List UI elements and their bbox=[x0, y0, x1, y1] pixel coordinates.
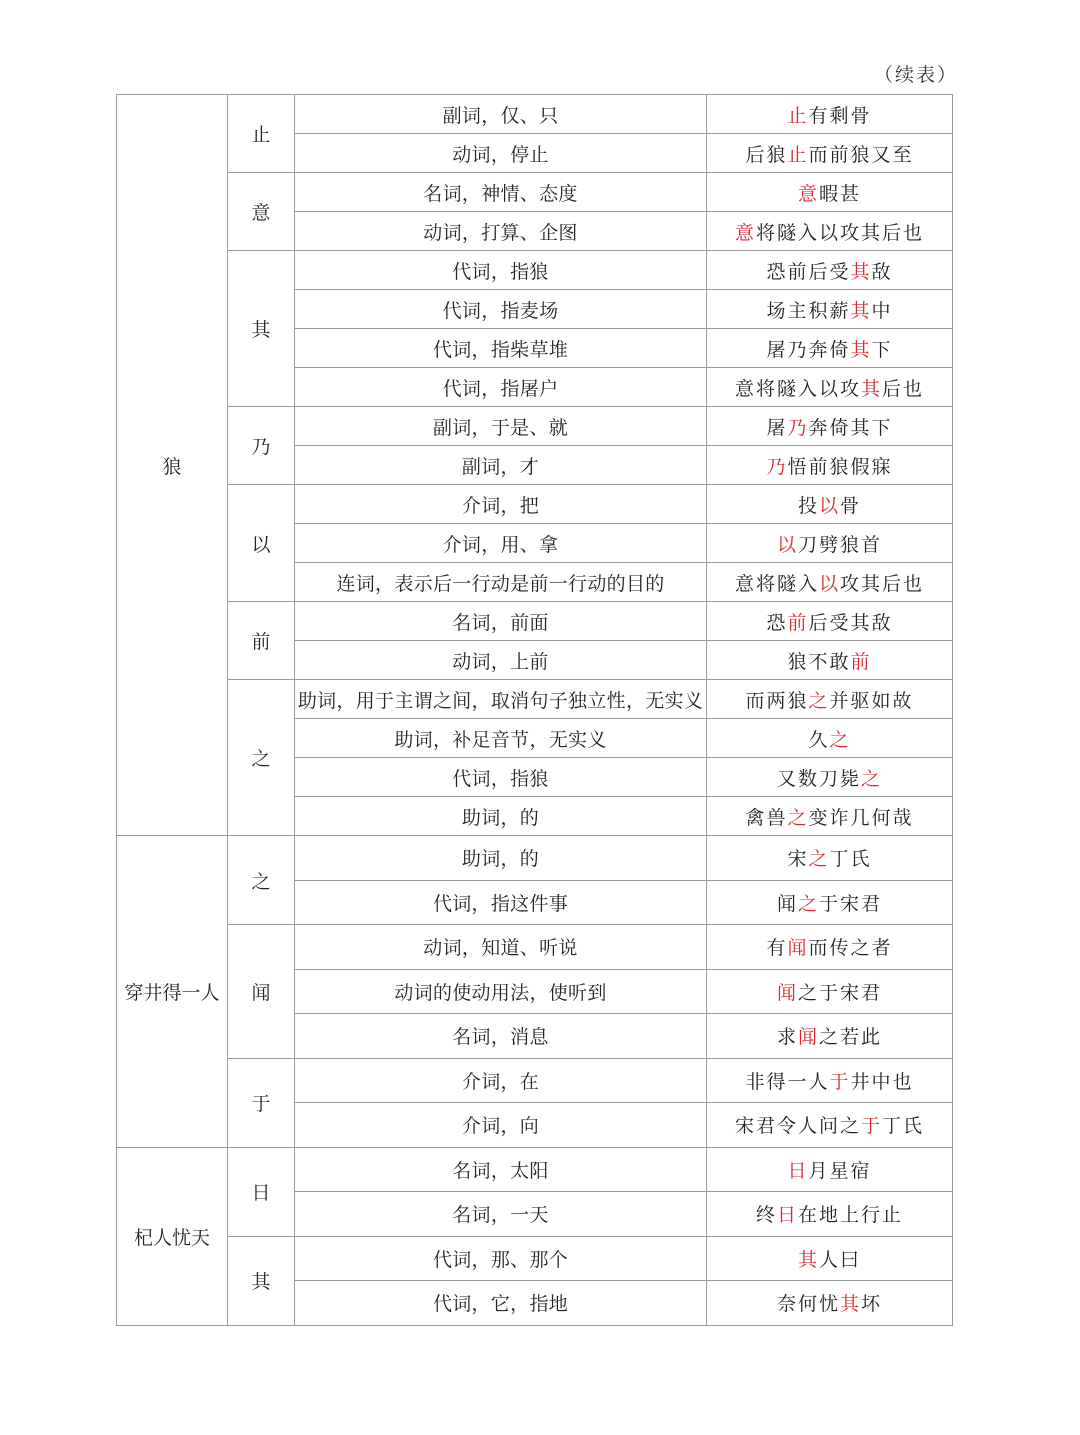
meaning-cell: 代词，指狼 bbox=[295, 758, 707, 797]
table-row bbox=[117, 1147, 953, 1192]
example-text-before: 恐前后受 bbox=[766, 260, 851, 283]
highlighted-character: 以 bbox=[818, 494, 840, 517]
highlighted-character: 其 bbox=[850, 260, 872, 283]
text-title-cell: 杞人忧天 bbox=[117, 1147, 228, 1325]
table-row bbox=[117, 836, 953, 881]
highlighted-character: 止 bbox=[787, 143, 809, 166]
meaning-cell: 副词，仅、只 bbox=[295, 95, 707, 134]
example-cell bbox=[707, 880, 953, 925]
meaning-cell: 代词，指柴草堆 bbox=[295, 329, 707, 368]
example-text-after: 之于宋君 bbox=[798, 981, 883, 1004]
meaning-cell: 助词，用于主谓之间，取消句子独立性，无实义 bbox=[295, 680, 707, 719]
meaning-cell: 动词，上前 bbox=[295, 641, 707, 680]
example-cell bbox=[707, 641, 953, 680]
meaning-cell: 名词，一天 bbox=[295, 1192, 707, 1237]
table-row bbox=[117, 925, 953, 970]
example-text-after: 骨 bbox=[840, 494, 862, 517]
meaning-cell: 助词，的 bbox=[295, 836, 707, 881]
highlighted-character: 之 bbox=[797, 892, 819, 915]
example-text-after: 将隧入以攻其后也 bbox=[756, 221, 925, 244]
meaning-cell: 名词，太阳 bbox=[295, 1147, 707, 1192]
highlighted-character: 闻 bbox=[787, 937, 809, 960]
example-cell bbox=[707, 925, 953, 970]
example-text-before: 有 bbox=[766, 937, 788, 960]
highlighted-character: 于 bbox=[860, 1115, 882, 1138]
character-cell: 以 bbox=[228, 485, 295, 602]
example-text-before: 屠 bbox=[766, 416, 788, 439]
meaning-cell: 代词，指屠户 bbox=[295, 368, 707, 407]
example-cell bbox=[707, 1103, 953, 1148]
highlighted-character: 前 bbox=[850, 650, 872, 673]
example-cell bbox=[707, 797, 953, 836]
example-text-after: 而传之者 bbox=[808, 937, 893, 960]
example-text-after: 后受其敌 bbox=[808, 611, 893, 634]
highlighted-character: 以 bbox=[776, 533, 798, 556]
example-cell bbox=[707, 1281, 953, 1326]
example-text-before: 宋 bbox=[787, 848, 809, 871]
example-text-before: 后狼 bbox=[745, 143, 788, 166]
meaning-cell: 介词，向 bbox=[295, 1103, 707, 1148]
example-text-before: 屠乃奔倚 bbox=[766, 338, 851, 361]
character-cell: 其 bbox=[228, 1236, 295, 1325]
meaning-cell: 代词，指狼 bbox=[295, 251, 707, 290]
example-cell bbox=[707, 524, 953, 563]
highlighted-character: 其 bbox=[797, 1248, 819, 1271]
example-cell bbox=[707, 485, 953, 524]
table-row bbox=[117, 251, 953, 290]
example-text-after: 月星宿 bbox=[808, 1159, 872, 1182]
example-text-after: 并驱如故 bbox=[829, 689, 914, 712]
example-cell bbox=[707, 134, 953, 173]
highlighted-character: 之 bbox=[861, 767, 883, 790]
character-cell: 之 bbox=[228, 680, 295, 836]
highlighted-character: 于 bbox=[829, 1070, 851, 1093]
example-cell bbox=[707, 173, 953, 212]
character-cell: 其 bbox=[228, 251, 295, 407]
highlighted-character: 意 bbox=[734, 221, 756, 244]
example-text-after: 变诈几何哉 bbox=[808, 806, 914, 829]
meaning-cell: 动词的使动用法，使听到 bbox=[295, 969, 707, 1014]
example-text-before: 场主积薪 bbox=[766, 299, 851, 322]
meaning-cell: 助词，补足音节，无实义 bbox=[295, 719, 707, 758]
example-text-after: 丁氏 bbox=[882, 1115, 925, 1138]
example-cell bbox=[707, 1058, 953, 1103]
example-cell bbox=[707, 836, 953, 881]
continued-label: （续表） bbox=[874, 64, 959, 86]
example-text-after: 坏 bbox=[861, 1293, 883, 1316]
meaning-cell: 副词，于是、就 bbox=[295, 407, 707, 446]
table-row bbox=[117, 95, 953, 134]
highlighted-character: 其 bbox=[850, 299, 872, 322]
meaning-cell: 代词，指麦场 bbox=[295, 290, 707, 329]
meaning-cell: 动词，知道、听说 bbox=[295, 925, 707, 970]
highlighted-character: 其 bbox=[850, 338, 872, 361]
table-row bbox=[117, 602, 953, 641]
highlighted-character: 之 bbox=[808, 848, 830, 871]
character-cell: 于 bbox=[228, 1058, 295, 1147]
character-cell: 乃 bbox=[228, 407, 295, 485]
example-cell bbox=[707, 407, 953, 446]
table-body bbox=[117, 95, 953, 1326]
meaning-cell: 名词，前面 bbox=[295, 602, 707, 641]
meaning-cell: 名词，消息 bbox=[295, 1014, 707, 1059]
example-text-before: 意将隧入 bbox=[734, 572, 819, 595]
character-cell: 日 bbox=[228, 1147, 295, 1236]
table-row bbox=[117, 1058, 953, 1103]
meaning-cell: 代词，指这件事 bbox=[295, 880, 707, 925]
example-cell bbox=[707, 680, 953, 719]
highlighted-character: 日 bbox=[787, 1159, 809, 1182]
example-cell bbox=[707, 969, 953, 1014]
example-text-after: 刀劈狼首 bbox=[798, 533, 883, 556]
meaning-cell: 助词，的 bbox=[295, 797, 707, 836]
meaning-cell: 名词，神情、态度 bbox=[295, 173, 707, 212]
example-text-before: 求 bbox=[776, 1026, 798, 1049]
meaning-cell: 动词，停止 bbox=[295, 134, 707, 173]
example-text-before: 意将隧入以攻 bbox=[734, 377, 861, 400]
text-title-cell: 狼 bbox=[117, 95, 228, 836]
highlighted-character: 乃 bbox=[787, 416, 809, 439]
example-cell bbox=[707, 1236, 953, 1281]
example-text-after: 于宋君 bbox=[819, 892, 883, 915]
example-text-after: 奔倚其下 bbox=[808, 416, 893, 439]
example-text-before: 非得一人 bbox=[745, 1070, 830, 1093]
example-cell bbox=[707, 95, 953, 134]
highlighted-character: 其 bbox=[860, 377, 882, 400]
example-text-after: 中 bbox=[871, 299, 893, 322]
highlighted-character: 之 bbox=[808, 689, 830, 712]
example-cell bbox=[707, 290, 953, 329]
meaning-cell: 连词，表示后一行动是前一行动的目的 bbox=[295, 563, 707, 602]
table-row bbox=[117, 173, 953, 212]
meaning-cell: 动词，打算、企图 bbox=[295, 212, 707, 251]
example-cell bbox=[707, 1147, 953, 1192]
meaning-cell: 介词，在 bbox=[295, 1058, 707, 1103]
example-text-after: 攻其后也 bbox=[840, 572, 925, 595]
example-text-before: 终 bbox=[755, 1204, 777, 1227]
highlighted-character: 以 bbox=[818, 572, 840, 595]
meaning-cell: 介词，用、拿 bbox=[295, 524, 707, 563]
highlighted-character: 闻 bbox=[797, 1026, 819, 1049]
example-text-after: 之若此 bbox=[819, 1026, 883, 1049]
example-cell bbox=[707, 758, 953, 797]
example-text-after: 有剩骨 bbox=[808, 104, 872, 127]
highlighted-character: 其 bbox=[839, 1293, 861, 1316]
example-text-before: 投 bbox=[797, 494, 819, 517]
example-cell bbox=[707, 1014, 953, 1059]
example-text-after: 人曰 bbox=[819, 1248, 862, 1271]
example-text-before: 宋君令人问之 bbox=[734, 1115, 861, 1138]
example-cell bbox=[707, 602, 953, 641]
example-cell bbox=[707, 251, 953, 290]
meaning-cell: 介词，把 bbox=[295, 485, 707, 524]
example-cell bbox=[707, 212, 953, 251]
example-text-after: 在地上行止 bbox=[798, 1204, 904, 1227]
example-text-after: 敌 bbox=[871, 260, 893, 283]
highlighted-character: 乃 bbox=[766, 455, 788, 478]
example-text-before: 恐 bbox=[766, 611, 788, 634]
example-text-before: 奈何忧 bbox=[776, 1293, 840, 1316]
highlighted-character: 之 bbox=[787, 806, 809, 829]
character-cell: 闻 bbox=[228, 925, 295, 1059]
highlighted-character: 止 bbox=[787, 104, 809, 127]
example-text-after: 而前狼又至 bbox=[808, 143, 914, 166]
table-row bbox=[117, 485, 953, 524]
example-cell bbox=[707, 719, 953, 758]
example-text-after: 暇甚 bbox=[819, 182, 862, 205]
character-cell: 之 bbox=[228, 836, 295, 925]
highlighted-character: 之 bbox=[829, 728, 851, 751]
table-row bbox=[117, 1236, 953, 1281]
example-cell bbox=[707, 368, 953, 407]
example-text-before: 而两狼 bbox=[745, 689, 809, 712]
table-row bbox=[117, 407, 953, 446]
meaning-cell: 代词，那、那个 bbox=[295, 1236, 707, 1281]
example-text-after: 丁氏 bbox=[829, 848, 872, 871]
example-text-before: 闻 bbox=[776, 892, 798, 915]
highlighted-character: 前 bbox=[787, 611, 809, 634]
meaning-cell: 代词，它，指地 bbox=[295, 1281, 707, 1326]
vocabulary-table bbox=[116, 94, 953, 1326]
text-title-cell: 穿井得一人 bbox=[117, 836, 228, 1148]
example-text-after: 下 bbox=[871, 338, 893, 361]
character-cell: 前 bbox=[228, 602, 295, 680]
example-text-after: 悟前狼假寐 bbox=[787, 455, 893, 478]
highlighted-character: 闻 bbox=[776, 981, 798, 1004]
example-text-after: 后也 bbox=[882, 377, 925, 400]
character-cell: 意 bbox=[228, 173, 295, 251]
example-text-before: 禽兽 bbox=[745, 806, 788, 829]
meaning-cell: 副词，才 bbox=[295, 446, 707, 485]
example-text-before: 又数刀毙 bbox=[776, 767, 861, 790]
example-cell bbox=[707, 1192, 953, 1237]
example-text-before: 狼不敢 bbox=[787, 650, 851, 673]
highlighted-character: 日 bbox=[776, 1204, 798, 1227]
example-text-after: 井中也 bbox=[850, 1070, 914, 1093]
example-cell bbox=[707, 563, 953, 602]
example-cell bbox=[707, 446, 953, 485]
example-cell bbox=[707, 329, 953, 368]
example-text-before: 久 bbox=[808, 728, 830, 751]
character-cell: 止 bbox=[228, 95, 295, 173]
highlighted-character: 意 bbox=[797, 182, 819, 205]
table-row bbox=[117, 680, 953, 719]
